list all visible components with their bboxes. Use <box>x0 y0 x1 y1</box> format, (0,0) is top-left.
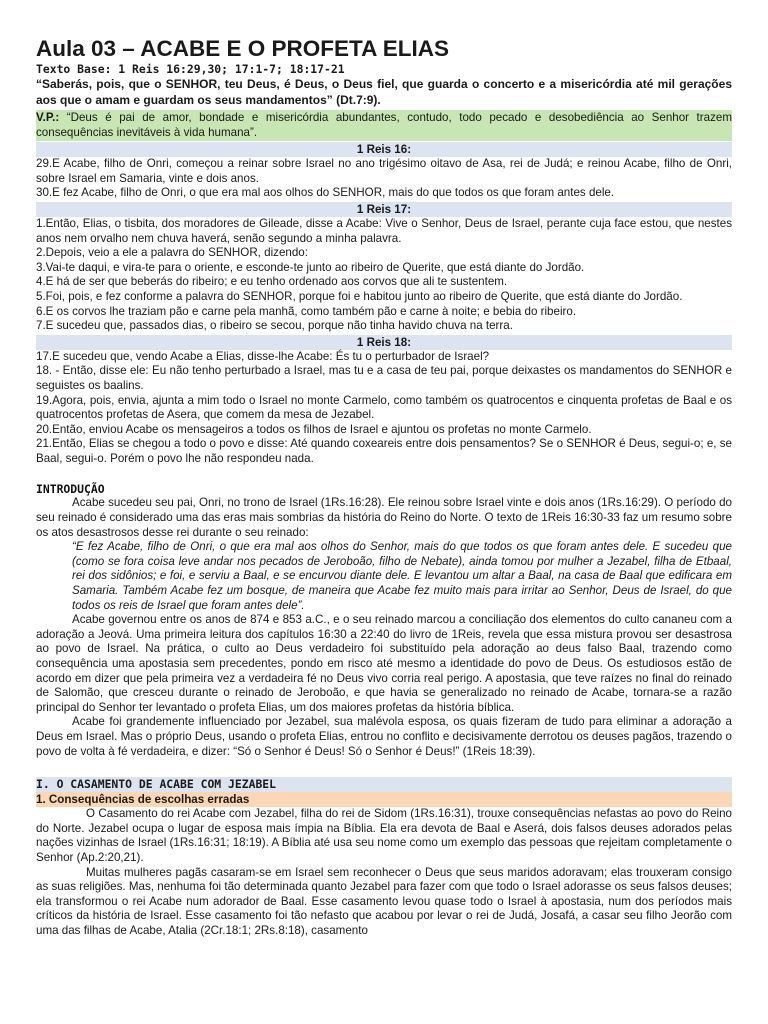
section-subheading: 1. Consequências de escolhas erradas <box>36 792 732 807</box>
intro-quote: “E fez Acabe, filho de Onri, o que era mal aos olhos do Senhor, mais do que todos os que foram antes dele. E sucedeu que (como se fora coisa leve andar nos pecados de Jeroboão, filho de Nebate), ainda tomou por mulher a Jezabel, filha de Etbaal, rei dos sidônios; e foi, e serviu a Baal, e se encurvou diante dele. E levantou um altar a Baal, na casa de Baal que edificara em Samaria. Também Acabe fez um bosque, de maneira que Acabe fez muito mais para irritar ao Senhor, Deus de Israel, do que todos os reis de Israel que foram antes dele”. <box>72 540 732 612</box>
verse: 3.Vai-te daqui, e vira-te para o oriente, e esconde-te junto ao ribeiro de Querite, que está diante do Jordão. <box>36 260 585 274</box>
reading-heading-2: 1 Reis 17: <box>36 202 732 217</box>
reading-heading-3: 1 Reis 18: <box>36 335 732 350</box>
section-paragraph: O Casamento do rei Acabe com Jezabel, filha do rei de Sidom (1Rs.16:31), trouxe consequências nefastas ao povo do Reino do Norte. Jezabel ocupa o lugar de esposa mais ímpia na Bíblia. Ela era devota de Baal e Aserá, dois falsos deuses adorados pelas nações vizinhas de Israel (1Rs.16:31; 18:19). A Bíblia até usa seu nome como um exemplo das pessoas que rejeitam completamente o Senhor (Ap.2:20,21). <box>36 807 732 864</box>
intro-paragraph: Acabe sucedeu seu pai, Onri, no trono de Israel (1Rs.16:28). Ele reinou sobre Israel vinte e dois anos (1Rs.16:29). O período do seu reinado é considerado uma das eras mais sombrias da história do Reino do Norte. O texto de 1Reis 16:30-33 faz um resumo sobre os atos desastrosos desse rei durante o seu reinado: <box>36 496 732 539</box>
vp-label: V.P.: <box>36 111 60 124</box>
verse: 4.E há de ser que beberás do ribeiro; e eu tenho ordenado aos corvos que ali te sustentem. <box>36 275 508 289</box>
verse: 19.Agora, pois, envia, ajunta a mim todo o Israel no monte Carmelo, como também os quatrocentos e cinquenta profetas de Baal e os quatrocentos profetas de Asera, que comem da mesa de Jezabel. <box>36 393 732 422</box>
intro-paragraph: Acabe foi grandemente influenciado por Jezabel, sua malévola esposa, os quais fizeram de tudo para eliminar a adoração a Deus em Israel. Mas o próprio Deus, usando o profeta Elias, entrou no conflito e decisivamente derrotou os deuses pagãos, trazendo o povo de volta à fé verdadeira, e dizer: “Só o Senhor é Deus! Só o Senhor é Deus!” (1Reis 18:39). <box>36 715 732 758</box>
verse: 6.E os corvos lhe traziam pão e carne pela manhã, como também pão e carne à noite; e bebia do ribeiro. <box>36 304 577 318</box>
verse: 7.E sucedeu que, passados dias, o ribeiro se secou, porque não tinha havido chuva na terra. <box>36 319 513 333</box>
verse: 20.Então, enviou Acabe os mensageiros a todos os filhos de Israel e ajuntou os profetas no monte Carmelo. <box>36 422 592 436</box>
texto-base: Texto Base: 1 Reis 16:29,30; 17:1-7; 18:17-21 <box>36 62 345 76</box>
verse: 5.Foi, pois, e fez conforme a palavra do SENHOR, porque foi e habitou junto ao ribeiro de Querite, que está diante do Jordão. <box>36 289 683 303</box>
verse: 17.E sucedeu que, vendo Acabe a Elias, disse-lhe Acabe: És tu o perturbador de Israel? <box>36 349 490 363</box>
document-page <box>36 36 732 939</box>
reading-heading-1: 1 Reis 16: <box>36 142 732 157</box>
verse: 2.Depois, veio a ele a palavra do SENHOR, dizendo: <box>36 246 308 260</box>
verdade-pratica <box>36 110 732 141</box>
section-heading: I. O CASAMENTO DE ACABE COM JEZABEL <box>36 777 732 792</box>
vp-text: “Deus é pai de amor, bondade e misericórdia abundantes, contudo, todo pecado e desobediência ao Senhor trazem consequências inevitáveis à vida humana”. <box>36 111 732 139</box>
verse: 18. - Então, disse ele: Eu não tenho perturbado a Israel, mas tu e a casa de teu pai, porque deixastes os mandamentos do SENHOR e seguistes os baalins. <box>36 364 732 392</box>
verse: 30.E fez Acabe, filho de Onri, o que era mal aos olhos do SENHOR, mais do que todos os que foram antes dele. <box>36 186 615 200</box>
intro-paragraph: Acabe governou entre os anos de 874 e 853 a.C., e o seu reinado marcou a conciliação dos elementos do culto cananeu com a adoração a Jeová. Uma primeira leitura dos capítulos 16:30 a 22:40 do livro de 1Reis, revela que essa mistura provou ser desastrosa ao povo de Israel. Na prática, o culto ao Deus verdadeiro foi substituído pela adoração ao deus falso Baal, trazendo como consequência uma apostasia sem precedentes, pondo em risco até mesmo a identidade do povo de Deus. Os estudiosos estão de acordo em dizer que pela primeira vez a verdadeira fé no Deus vivo corria real perigo. A apostasia, que teve raízes no final do reinado de Salomão, que cresceu durante o reinado de Jeroboão, e que havia se generalizado no reinado de Acabe, tornara-se a razão principal do Senhor ter levantado o profeta Elias, um dos maiores profetas da história bíblica. <box>36 613 732 714</box>
key-verse: “Saberás, pois, que o SENHOR, teu Deus, é Deus, o Deus fiel, que guarda o concerto e a misericórdia até mil gerações aos que o amam e guardam os seus mandamentos” (Dt.7:9). <box>36 77 732 107</box>
intro-heading: INTRODUÇÃO <box>36 482 105 497</box>
verse: 1.Então, Elias, o tisbita, dos moradores de Gileade, disse a Acabe: Vive o Senhor, Deus de Israel, perante cuja face estou, que nestes anos nem orvalho nem chuva haverá, senão segundo a minha palavra. <box>36 216 732 245</box>
page-title: Aula 03 – ACABE E O PROFETA ELIAS <box>36 36 449 61</box>
verse: 29.E Acabe, filho de Onri, começou a reinar sobre Israel no ano trigésimo oitavo de Asa, rei de Judá; e reinou Acabe, filho de Onri, sobre Israel em Samaria, vinte e dois anos. <box>36 157 732 185</box>
verse: 21.Então, Elias se chegou a todo o povo e disse: Até quando coxeareis entre dois pensamentos? Se o SENHOR é Deus, segui-o; e, se Baal, segui-o. Porém o povo lhe não respondeu nada. <box>36 437 732 465</box>
section-paragraph: Muitas mulheres pagãs casaram-se em Israel sem reconhecer o Deus que seus maridos adoravam; elas trouxeram consigo as suas religiões. Mas, nenhuma foi tão determinada quanto Jezabel para fazer com que todo o Israel adorasse os seus falsos deuses; ela transformou o rei Acabe num adorador de Baal. Esse casamento levou quase todo o Israel à apostasia, num dos períodos mais críticos da história de Israel. Esse casamento foi tão nefasto que acabou por levar o rei de Judá, Josafá, a casar seu filho Jeorão com uma das filhas de Acabe, Atalia (2Cr.18:1; 2Rs.8:18), casamento <box>36 865 732 937</box>
